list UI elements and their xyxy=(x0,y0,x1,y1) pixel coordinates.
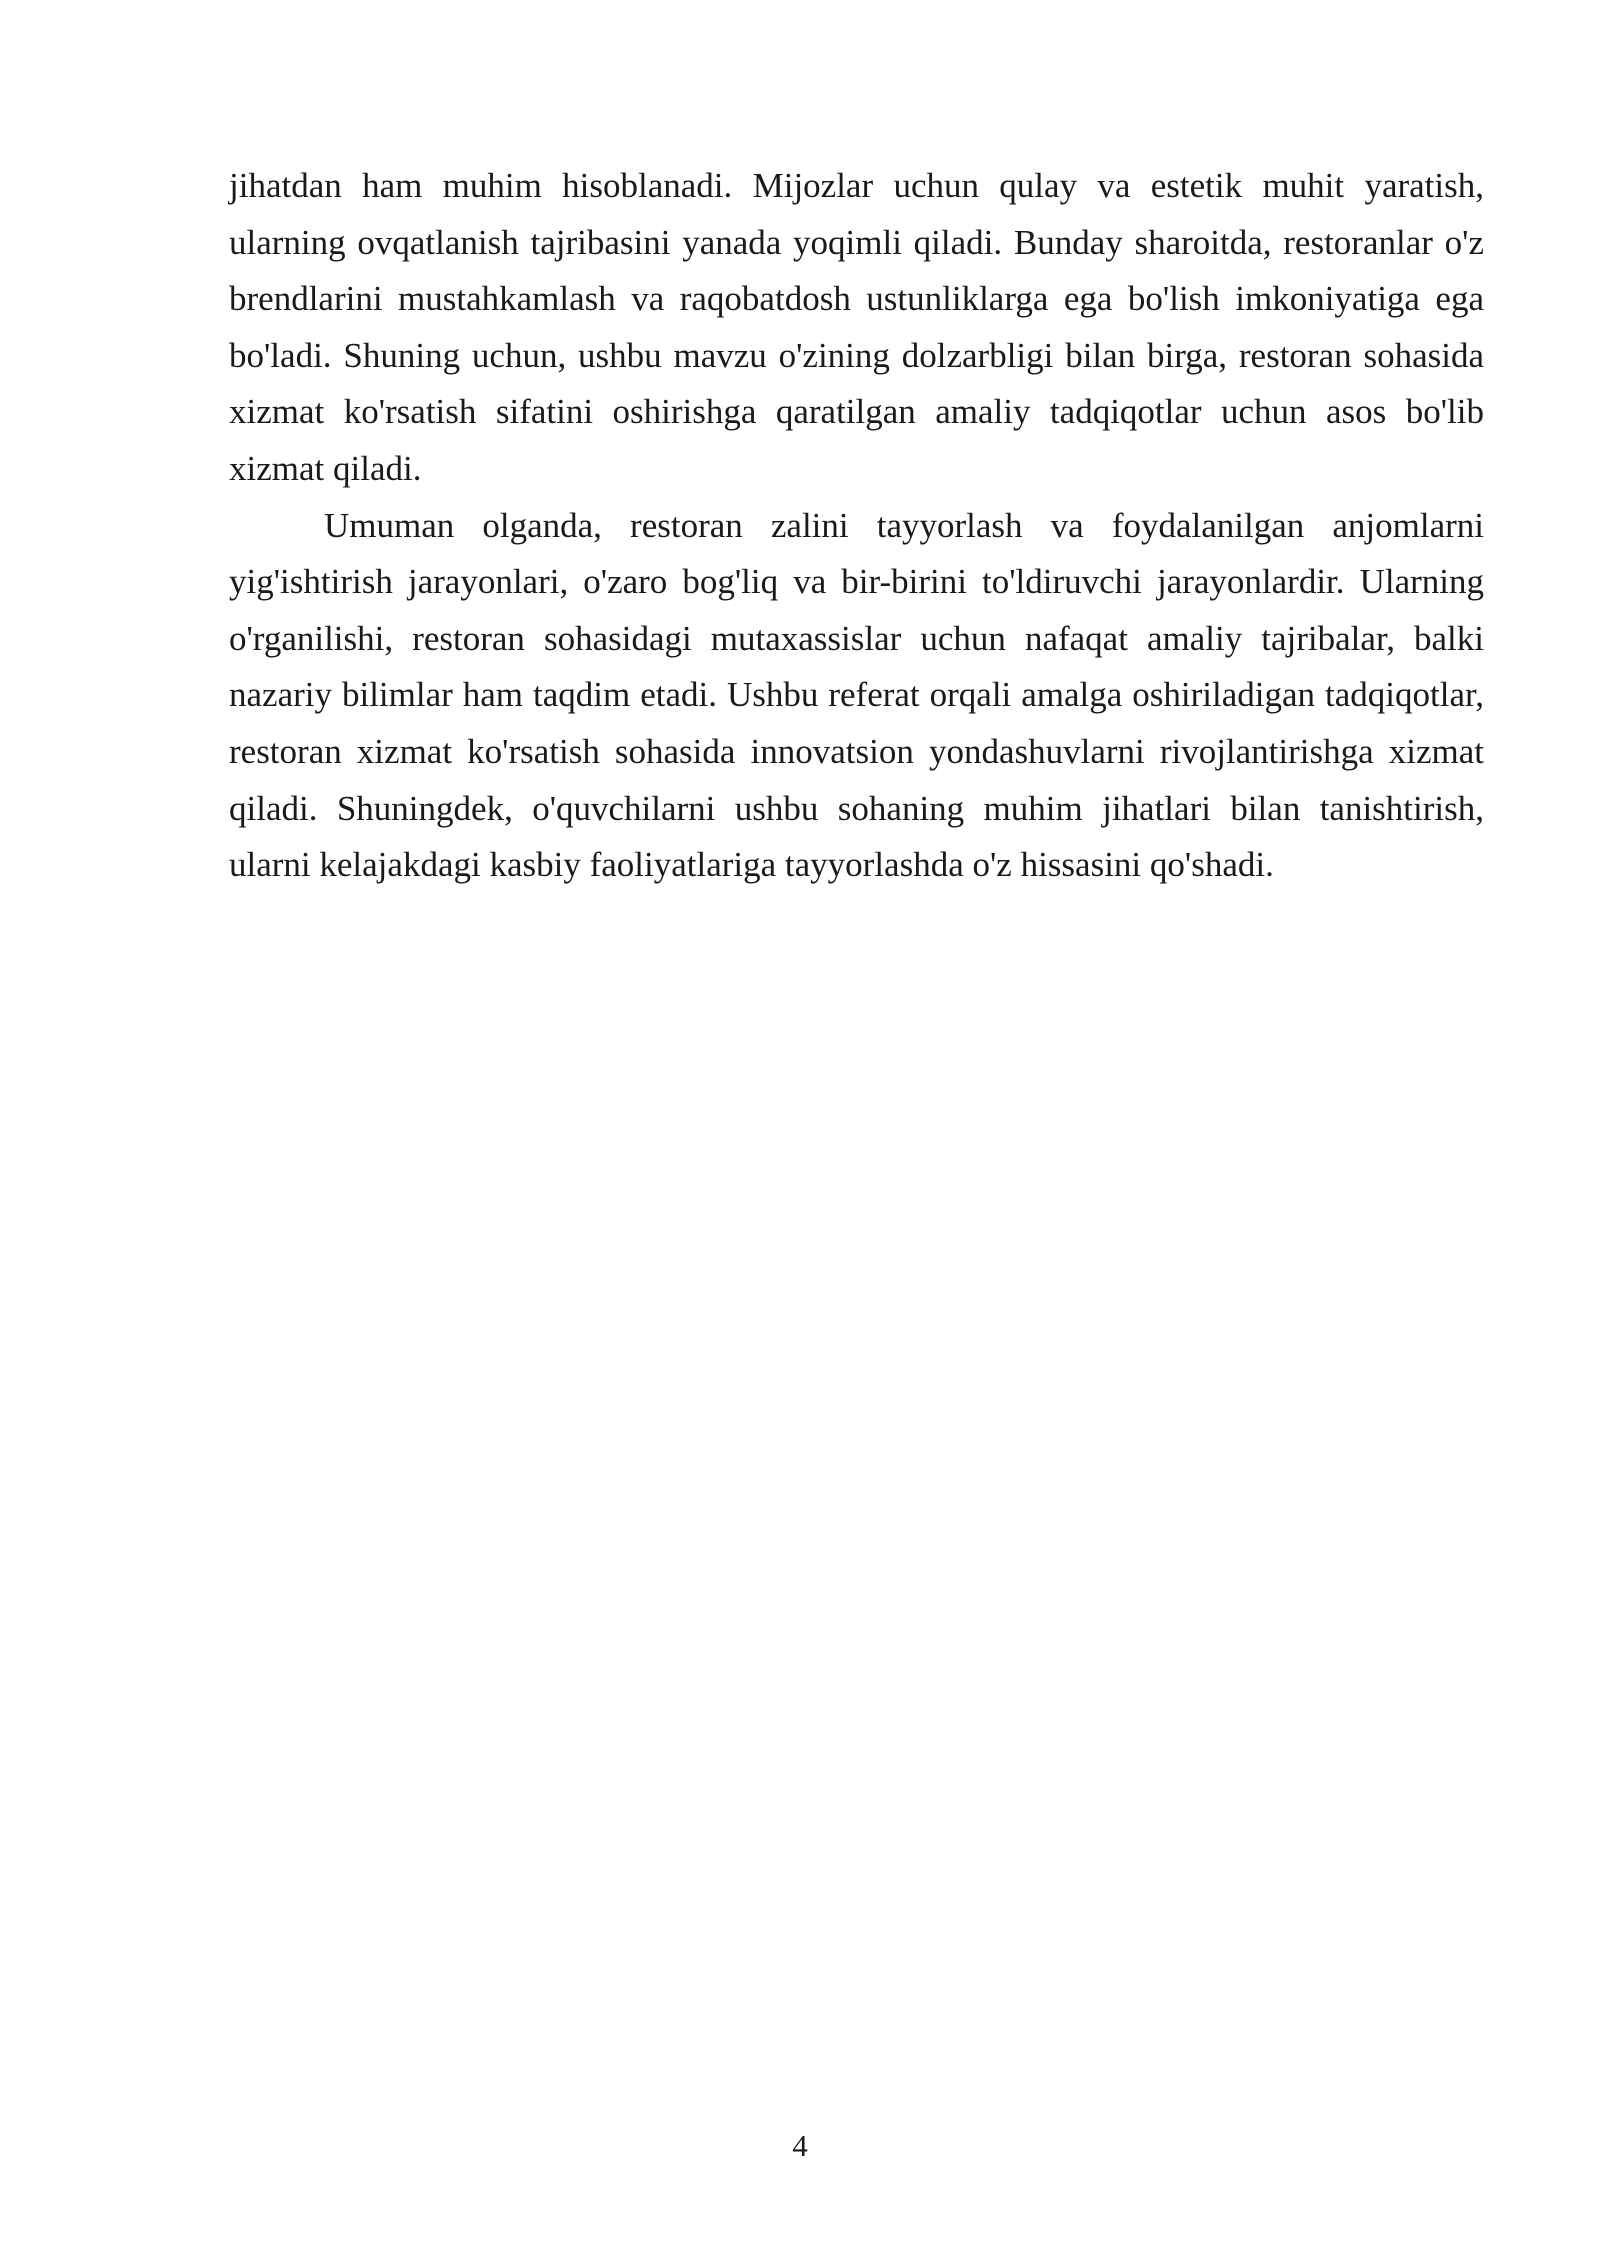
paragraph-continuation: jihatdan ham muhim hisoblanadi. Mijozlar uchun qulay va estetik muhit yaratish, ularning ovqatlanish tajribasini yanada yoqimli qiladi. Bunday sharoitda, restoranlar o'z brendlarini mustahkamlash va raqobatdosh ustunliklarga ega bo'lish imkoniyatiga ega bo'ladi. Shuning uchun, ushbu mavzu o'zining dolzarbligi bilan birga, restoran sohasida xizmat ko'rsatish sifatini oshirishga qaratilgan amaliy tadqiqotlar uchun asos bo'lib xizmat qiladi. xyxy=(229,166,1484,488)
body-text xyxy=(229,158,1484,894)
paragraph-conclusion: Umuman olganda, restoran zalini tayyorlash va foydalanilgan anjomlarni yig'ishtirish jarayonlari, o'zaro bog'liq va bir-birini to'ldiruvchi jarayonlardir. Ularning o'rganilishi, restoran sohasidagi mutaxassislar uchun nafaqat amaliy tajribalar, balki nazariy bilimlar ham taqdim etadi. Ushbu referat orqali amalga oshiriladigan tadqiqotlar, restoran xizmat ko'rsatish sohasida innovatsion yondashuvlarni rivojlantirishga xizmat qiladi. Shuningdek, o'quvchilarni ushbu sohaning muhim jihatlari bilan tanishtirish, ularni kelajakdagi kasbiy faoliyatlariga tayyorlashda o'z hissasini qo'shadi. xyxy=(229,505,1484,885)
page-number: 4 xyxy=(792,2128,808,2163)
